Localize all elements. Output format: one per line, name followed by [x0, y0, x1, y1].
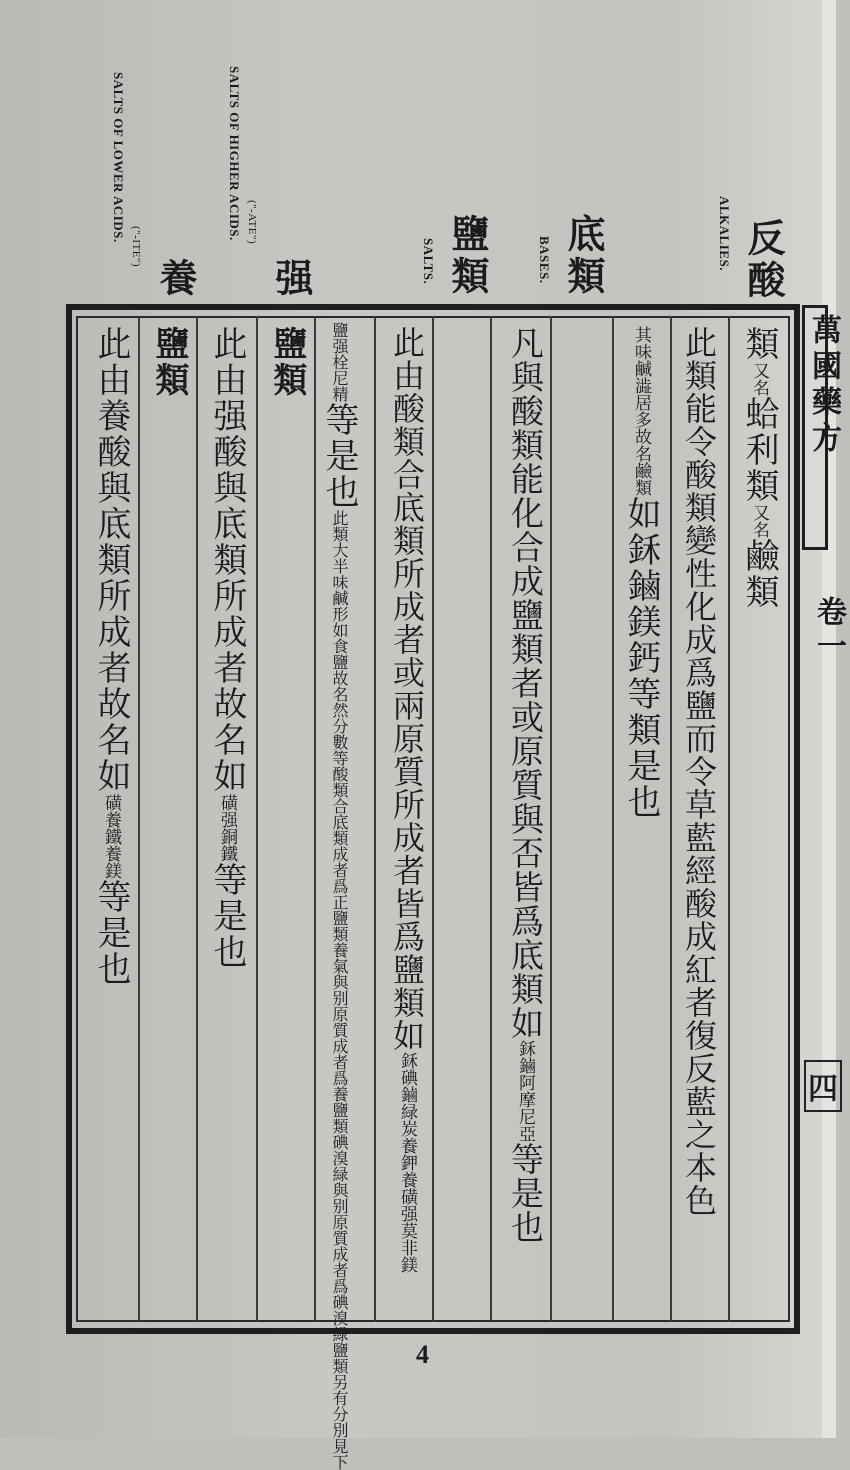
lower-salts-heading: 鹽類	[149, 326, 189, 398]
heading-bases-en: BASES.	[537, 236, 552, 284]
salts-description: 此由酸類合底類所成者或兩原質所成者皆爲鹽類如鉌碘鏀緑炭養鉀養磺强莫非鎂	[388, 326, 426, 1273]
heading-lower-en	[110, 72, 126, 243]
book-title: 萬國藥方	[806, 314, 841, 458]
column-rule	[196, 316, 198, 1322]
higher-salts-heading: 鹽類	[267, 326, 307, 398]
column-rule	[432, 316, 434, 1322]
bases-description: 凡與酸類能化合成鹽類者或原質與否皆爲底類如鉌鏀阿摩尼亞等是也	[506, 326, 545, 1244]
page-number-cn: 四	[804, 1060, 842, 1112]
volume-label: 卷一	[811, 596, 846, 664]
heading-higher-en	[226, 66, 242, 241]
column-rule	[374, 316, 376, 1322]
column-rule	[314, 316, 316, 1322]
heading-higher-sub: ("-ATE")	[246, 200, 258, 245]
higher-salts-description: 此由强酸與底類所成者故名如磺强銅鐵等是也	[207, 326, 247, 970]
salts-examples: 鹽强栓尼精等是也此類大半味鹹形如食鹽故名然分數等酸類合底類成者爲正鹽類養氣與别原質成者爲養鹽類碘溴緑與别原質成者爲碘溴緑鹽類另有分別見下	[319, 322, 359, 1470]
column-rule	[256, 316, 258, 1322]
book-title-tab	[802, 305, 841, 550]
alkali-name-column: 類又名蛤利類又名鹼類	[739, 326, 779, 610]
alkali-description: 此類能令酸類變性化成爲鹽而令草藍經酸成紅者復反藍之本色	[680, 326, 718, 1217]
alkali-examples: 其味鹹澁居多故名鹼類如鉌鏀鎂鈣等類是也	[621, 326, 661, 820]
column-rule	[728, 316, 730, 1322]
heading-lower-cn: 養	[153, 258, 198, 300]
lower-salts-description: 此由養酸與底類所成者故名如磺養鐵養鎂等是也	[91, 326, 131, 987]
heading-bases-cn: 底類	[561, 214, 606, 298]
heading-lower-sub: ("-ITE")	[130, 226, 142, 268]
heading-higher-cn: 强	[269, 258, 314, 300]
heading-alkalies-en: ALKALIES.	[717, 196, 732, 271]
heading-salts-en: SALTS.	[421, 238, 436, 285]
column-rule	[490, 316, 492, 1322]
page-edge	[822, 0, 836, 1438]
column-rule	[670, 316, 672, 1322]
page-number: 4	[416, 1340, 429, 1369]
heading-alkalies-cn: 反酸	[741, 218, 786, 302]
column-rule	[612, 316, 614, 1322]
heading-lower-title: SALTS OF LOWER ACIDS.	[111, 72, 126, 243]
column-rule	[550, 316, 552, 1322]
heading-higher-title: SALTS OF HIGHER ACIDS.	[227, 66, 242, 241]
column-rule	[138, 316, 140, 1322]
heading-salts-cn: 鹽類	[445, 214, 490, 298]
